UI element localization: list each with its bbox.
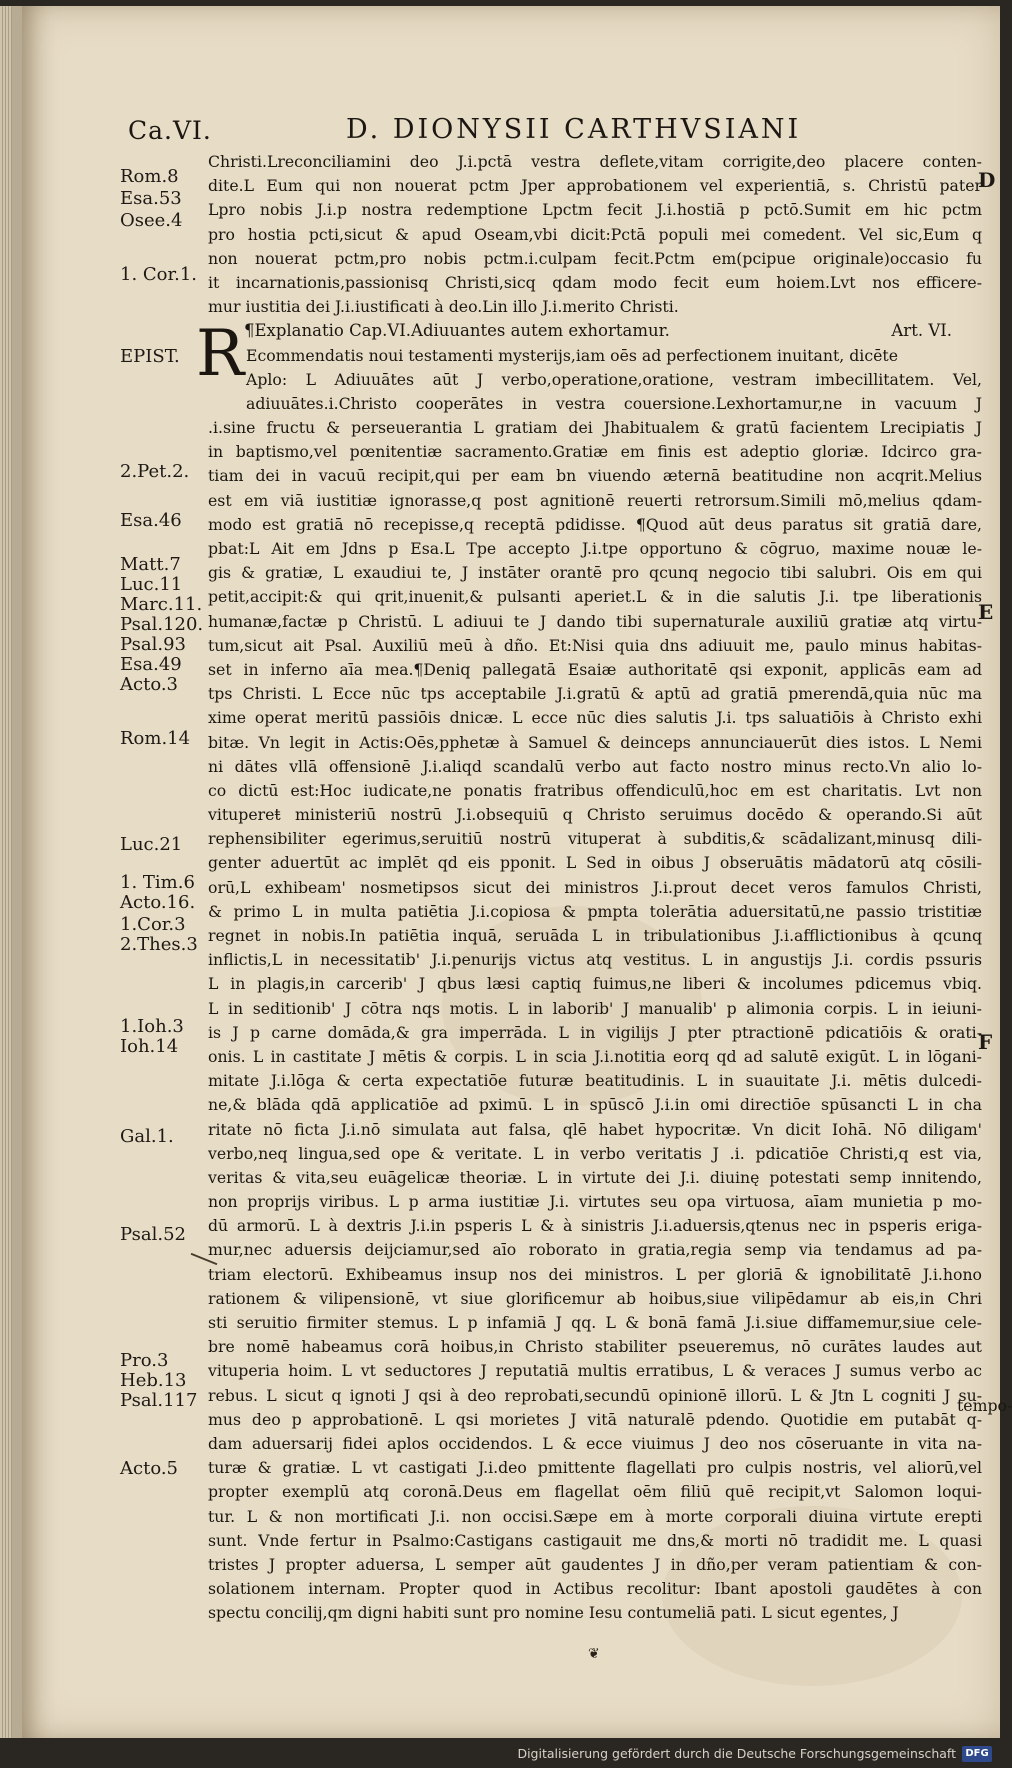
text-line: tum,sicut ait Psal. Auxiliū meū à dño. Et:Nisi quia dns adiuuit me, paulo minus habitas- <box>208 635 982 655</box>
text-line: Aplo: L Adiuuātes aūt J verbo,operatione,oratione, vestram imbecillitatem. Vel, <box>246 369 982 389</box>
text-line: tristes J propter aduersa, L semper aūt gaudentes J in dño,per veram patientiam & con- <box>208 1554 982 1574</box>
margin-note: Matt.7 <box>120 554 181 575</box>
text-line: tiam dei in vacuū recipit,qui per eam bn viuendo æternā beatitudine non acqrit.Melius <box>208 466 982 486</box>
text-line: L in seditionib' J cōtra nqs motis. L in laborib' J manualib' p alimonia corpis. L in ieiuni- <box>208 998 982 1018</box>
text-line: pbat:L Ait em Jdns p Esa.L Tpe accepto J.i.tpe opportuno & cōgruo, maxime nouæ le- <box>208 539 982 558</box>
text-line: genter aduertūt ac implēt qd eis pponit. L Sed in oibus J obseruātis mādatorū atq cōsili- <box>208 853 982 873</box>
margin-note: Acto.3 <box>120 674 179 695</box>
text-line <box>208 319 982 343</box>
text-line: modo est gratiā nō recepisse,q receptā pdidisse. ¶Quod aūt deus paratus sit gratiā dare, <box>208 514 982 534</box>
text-line: sti seruitio firmiter stemus. L p infamiā J qq. L & bonā famā J.i.siue diffamemur,siue cele- <box>208 1313 982 1332</box>
text-line: mitate J.i.lōga & certa expectatiōe futuræ beatitudinis. L in suauitate J.i. mētis dulcedi- <box>208 1071 982 1091</box>
margin-letter-f: F <box>978 1030 993 1054</box>
margin-note: EPIST. <box>120 346 180 367</box>
text-line: tur. L & non mortificati J.i. non occisi.Sæpe em à morte corporali diuina virtute erepti <box>208 1506 982 1526</box>
margin-note: Heb.13 <box>120 1370 187 1391</box>
margin-note: Esa.46 <box>120 510 182 531</box>
text-line: xime operat meritū passiōis dnicæ. L ecce nūc dies salutis J.i. tps saluatiōis à Christo exhi <box>208 708 982 728</box>
text-line: rationem & vilipensionē, vt siue glorificemur ab hoibus,siue vilipēdamur ab eis,in Chri <box>208 1288 982 1308</box>
text-line: spectu concilij,qm digni habiti sunt pro nomine Iesu contumeliā pati. L sicut egentes, J <box>208 1603 899 1623</box>
margin-note: 1.Ioh.3 <box>120 1016 184 1037</box>
dfg-logo: DFG <box>962 1746 992 1762</box>
text-line: it incarnationis,passionisq Christi,sicq qdam modo fecit eum hoiem.Lvt nos efficere- <box>208 272 982 292</box>
text-line: mur,nec aduersis deijciamur,sed aīo roborato in gratia,regia semp via tendamus ad pa- <box>208 1240 982 1260</box>
text-line: Ecommendatis noui testamenti mysterijs,iam oēs ad perfectionem inuitant, dicēte <box>246 345 898 365</box>
margin-note: 1. Cor.1. <box>120 264 198 285</box>
margin-note: Marc.11. <box>120 594 203 615</box>
text-line: propter exemplū atq coronā.Deus em flagellat oēm filiū quē recipit,vt Salomon loqui- <box>208 1482 982 1502</box>
margin-note: Luc.11 <box>120 574 183 595</box>
margin-note: 2.Pet.2. <box>120 461 190 482</box>
text-line: non proprijs viribus. L p arma iustitiæ J.i. virtutes seu opa virtuosa, aīam munietia p mo- <box>208 1192 982 1212</box>
margin-note: Rom.14 <box>120 728 191 749</box>
text-line: sunt. Vnde fertur in Psalmo:Castigans castigauit me dns,& morti nō tradidit me. L quasi <box>208 1530 982 1550</box>
text-line: ni dātes vllā offensionē J.i.aliqd scandalū verbo aut facto nostro minus recto.Vn alio lo- <box>208 756 982 776</box>
text-line: ne,& blāda qdā applicatiōe ad pximū. L in spūscō J.i.in omi directiōe spūsancti L in cha <box>208 1095 982 1115</box>
margin-letter-e: E <box>978 600 994 624</box>
text-line: petit,accipit:& qui qrit,inuenit,& pulsanti aperiet.L & in die salutis J.i. tpe liberationis <box>208 587 982 607</box>
margin-note: Pro.3 <box>120 1350 169 1371</box>
text-line: Christi.Lreconciliamini deo J.i.pctā vestra deflete,vitam corrigite,deo placere conten- <box>208 152 982 171</box>
text-line: & primo L in multa patiētia J.i.copiosa & pmpta tolerātia aduersitatū,ne passio tristitiæ <box>208 901 982 921</box>
running-header <box>0 112 1000 152</box>
text-line: dite.L Eum qui non nouerat pctm Jper approbationem vel experientiā, s. Christū pater <box>208 176 982 196</box>
section-heading: ¶Explanatio Cap.VI.Adiuuantes autem exhortamur. <box>244 321 670 341</box>
text-line: mus deo p approbationē. L qsi morietes J vitā naturalē pdendo. Quotidie em putabāt q- <box>208 1409 982 1429</box>
ornament-glyph: ❦ <box>588 1646 600 1662</box>
margin-note: 2.Thes.3 <box>120 934 198 955</box>
text-line: dam aduersarij fidei aplos occidendos. L & ecce viuimus J deo nos cōseruante in vita na- <box>208 1433 982 1453</box>
text-line: bre nomē habeamus corā hoibus,in Christo stabiliter pseueremus, nō curātes laudes aut <box>208 1337 982 1357</box>
margin-note: Ioh.14 <box>120 1036 179 1057</box>
margin-note: 1.Cor.3 <box>120 914 186 935</box>
margin-note: Psal.93 <box>120 634 186 655</box>
margin-note: Luc.21 <box>120 834 183 855</box>
text-line: vitupereŧ ministeriū nostrū J.i.obsequiū q Christo seruimus docēdo & operando.Si aūt <box>208 805 982 825</box>
text-line: pro hostia pcti,sicut & apud Oseam,vbi dicit:Pctā populi mei comedent. Vel sic,Eum q <box>208 224 982 244</box>
text-line: adiuuātes.i.Christo cooperātes in vestra couersione.Lexhortamur,ne in vacuum J <box>246 393 982 413</box>
text-line: ritate nō ficta J.i.nō simulata aut falsa, qlē habet hypocritæ. Vn dicit Iohā. Nō diligam' <box>208 1119 982 1139</box>
text-line: triam electorū. Exhibeamus insup nos dei ministros. L per gloriā & ignobilitatē J.i.hono <box>208 1264 982 1284</box>
margin-note: Acto.5 <box>120 1458 179 1479</box>
margin-note: Psal.52 <box>120 1224 186 1245</box>
text-line: .i.sine fructu & perseuerantia L gratiam dei Jhabitualem & gratū facientem Lrecipiatis J <box>208 418 982 438</box>
text-line: L in plagis,in carcerib' J qbus læsi captiq fuimus,ne liberi & incolumes pdicemus vbiq. <box>208 974 982 994</box>
text-line: est em viā iustitiæ ignorasse,q post agnitionē reuerti retrorsum.Simili mō,melius qdam- <box>208 490 982 510</box>
body-text <box>208 150 982 1625</box>
text-line: rephensibiliter egerimus,seruitiū nostrū vituperat à subditis,& scādalizant,minusq dili- <box>208 829 982 849</box>
text-line: set in inferno aīa mea.¶Deniq pallegatā Esaiæ authoritatē qsi exponit, applicās eam ad <box>208 659 982 679</box>
page-title: D. DIONYSII CARTHVSIANI <box>346 114 802 145</box>
text-line: tps Christi. L Ecce nūc tps acceptabile J.i.gratū & aptū ad gratiā pmerendā,quia nūc ma <box>208 684 982 704</box>
text-line: vituperia hoim. L vt seductores J reputatiā multis erratibus, L & veraces J sumus verbo ac <box>208 1361 982 1381</box>
margin-note: Psal.117 <box>120 1390 198 1411</box>
book-edge <box>0 6 12 1738</box>
text-line: regnet in nobis.In patiētia inquā, seruāda L in tribulationibus J.i.afflictionibus à qcunq <box>208 926 982 945</box>
text-line: non nouerat pctm,pro nobis pctm.i.culpam fecit.Pctm em(pcipue originale)occasio fu <box>208 248 982 268</box>
margin-note: Esa.53 <box>120 188 182 209</box>
text-line: veritas & vita,seu euāgelicæ theoriæ. L in virtute dei J.i. diuinę potestati semp innitendo, <box>208 1167 982 1187</box>
text-line: onis. L in castitate J mētis & corpis. L in scia J.i.notitia eorq qd ad salutē exigūt. L in lōgani- <box>208 1046 982 1066</box>
text-line: rebus. L sicut q ignoti J qsi à deo reprobati,secundū opinionē illorū. L & Jtn L cogniti J su- <box>208 1385 982 1405</box>
margin-note: Rom.8 <box>120 166 179 187</box>
chapter-label: Ca.VI. <box>128 116 212 145</box>
margin-note: 1. Tim.6 <box>120 872 195 893</box>
text-line: inflictis,L in necessitatib' J.i.penurijs victus atq vestitus. L in angustijs J.i. cordis pssuris <box>208 950 982 970</box>
text-line: is J p carne domāda,& gra imperrāda. L in vigilijs J pter ptractionē pdicatiōis & orati- <box>208 1022 982 1042</box>
text-line: co dictū est:Hoc iudicate,ne ponatis fratribus offendiculū,hoc em est charitatis. Lvt non <box>208 780 982 800</box>
margin-note: Psal.120. <box>120 614 204 635</box>
article-number: Art. VI. <box>891 321 952 341</box>
text-line: orū,L exhibeam' nosmetipsos sicut dei ministros J.i.prout decet veros famulos Christi, <box>208 877 982 897</box>
margin-note: Gal.1. <box>120 1126 174 1147</box>
text-line: bitæ. Vn legit in Actis:Oēs,pphetæ à Samuel & deinceps annunciauerūt dies istos. L Nemi <box>208 732 982 752</box>
margin-note: Osee.4 <box>120 210 183 231</box>
drop-cap: R <box>196 317 245 391</box>
margin-note: Acto.16. <box>120 892 196 913</box>
text-line: solationem internam. Propter quod in Actibus recolitur: Ibant apostoli gaudētes à con <box>208 1579 982 1599</box>
text-line: in baptismo,vel pœnitentiæ sacramento.Gratiæ em finis est adeptio gloriæ. Idcirco gra- <box>208 442 982 462</box>
text-line: turæ & gratiæ. L vt castigati J.i.deo pmittente flagellati pro culpis nostris, vel aliorū,vel <box>208 1458 982 1478</box>
catchword: tempo- <box>957 1396 1012 1415</box>
text-line: mur iustitia dei J.i.iustificati à deo.Lin illo J.i.merito Christi. <box>208 297 679 317</box>
text-line: humanæ,factæ p Christū. L adiuui te J dando tibi supernaturale auxiliū gratiæ atq virtu- <box>208 611 982 631</box>
margin-letter-d: D <box>978 168 996 192</box>
margin-note: Esa.49 <box>120 654 182 675</box>
text-line: gis & gratiæ, L exaudiui te, J instāter orantē pro qcunq negocio tibi salubri. Ois em qui <box>208 563 982 583</box>
text-line: verbo,neq lingua,sed ope & veritate. L in verbo veritatis J .i. pdicatiōe Christi,q est via, <box>208 1143 982 1163</box>
footer-credit: Digitalisierung gefördert durch die Deutsche Forschungsgemeinschaft <box>517 1746 956 1761</box>
text-line: dū armorū. L à dextris J.i.in psperis L & à sinistris J.i.aduersis,qtenus nec in psperis eriga- <box>208 1216 982 1236</box>
text-line: Lpro nobis J.i.p nostra redemptione Lpctm fecit J.i.hostiā p pctō.Sumit em hic pctm <box>208 200 982 220</box>
